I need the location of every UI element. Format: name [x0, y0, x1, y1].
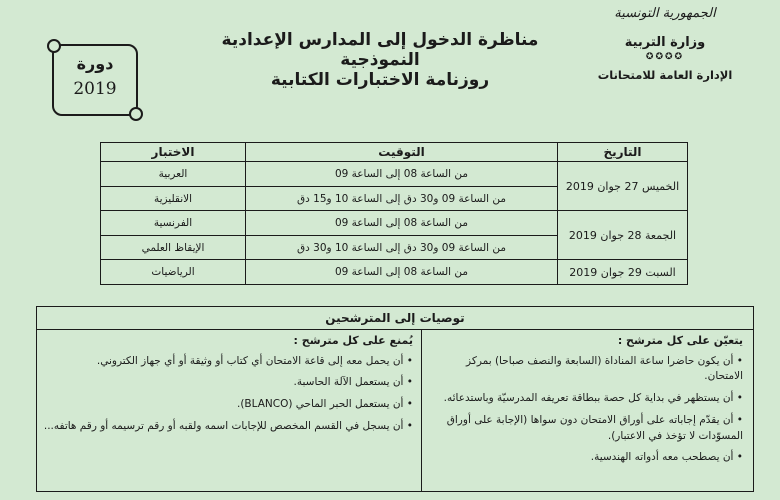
- prohibitions-column: [43, 333, 413, 441]
- header-time: التوقيت: [245, 143, 557, 162]
- list-item: • أن يستظهر في بداية كل حصة ببطاقة تعريفه المدرسيّة وباستدعائه.: [431, 391, 743, 407]
- table-row: [101, 260, 557, 284]
- slot-exam: العربية: [158, 168, 188, 180]
- directorate-name: الإدارة العامة للامتحانات: [597, 68, 733, 82]
- republic-name: الجمهورية التونسية: [614, 6, 716, 21]
- column-divider: [421, 329, 422, 491]
- recommendations-title: توصيات إلى المترشحين: [37, 307, 753, 330]
- list-item: • أن يستعمل الحبر الماحي (BLANCO).: [43, 397, 413, 413]
- header-date: التاريخ: [557, 143, 687, 162]
- header-exam: الاختبار: [101, 143, 245, 162]
- table-header-row: [101, 143, 687, 162]
- recommendations-box: [36, 306, 754, 492]
- session-label: دورة: [76, 54, 114, 73]
- list-item: • أن يصطحب معه أدواته الهندسية.: [431, 450, 743, 466]
- page-title: مناظرة الدخول إلى المدارس الإعدادية النموذجية: [221, 30, 539, 70]
- slot-exam: الرياضيات: [151, 266, 195, 278]
- slot-time: من الساعة 08 إلى الساعة 09: [245, 211, 557, 235]
- list-item: • أن يسجل في القسم المخصص للإجابات اسمه ولقبه أو رقم ترسيمه أو رقم هاتفه...: [43, 419, 413, 435]
- table-row: [101, 186, 557, 210]
- session-scroll-box: [52, 44, 138, 116]
- obligations-heading: يتعيّن على كل مترشح :: [617, 334, 743, 347]
- obligations-column: [431, 333, 743, 472]
- slot-time: من الساعة 09 و30 دق إلى الساعة 10 و15 دق: [245, 186, 557, 210]
- day-date: السبت 29 جوان 2019: [557, 260, 687, 284]
- decorative-stars-icon: ✪✪✪✪: [645, 52, 685, 62]
- table-row: [101, 235, 557, 259]
- exam-schedule-table: [100, 142, 688, 285]
- slot-exam: الانقليزية: [101, 186, 245, 210]
- page-subtitle: روزنامة الاختبارات الكتابية: [270, 70, 490, 90]
- table-row: [101, 162, 557, 186]
- list-item: • أن يقدّم إجاباته على أوراق الامتحان دون سواها (الإجابة على أوراق المسوّدات لا تؤخذ في الاعتبار).: [431, 413, 743, 445]
- slot-exam: الإيقاظ العلمي: [101, 235, 245, 259]
- table-row-day-2: [101, 211, 687, 260]
- ministry-name: وزارة التربية: [624, 35, 706, 50]
- list-item: • أن يحمل معه إلى قاعة الامتحان أي كتاب أو وثيقة أو أي جهاز الكتروني.: [43, 354, 413, 370]
- day-date: الخميس 27 جوان 2019: [557, 162, 687, 210]
- day-date: الجمعة 28 جوان 2019: [557, 211, 687, 259]
- list-item: • أن يكون حاضرا ساعة المناداة (السابعة والنصف صباحا) بمركز الامتحان.: [431, 354, 743, 386]
- table-row-day-1: [101, 162, 687, 211]
- list-item: • أن يستعمل الآلة الحاسبة.: [43, 375, 413, 391]
- slot-exam: الفرنسية: [153, 217, 193, 229]
- table-row-day-3: [101, 260, 687, 284]
- session-year: 2019: [73, 79, 117, 99]
- slot-time: من الساعة 08 إلى الساعة 09: [245, 162, 557, 186]
- slot-time: من الساعة 08 إلى الساعة 09: [245, 260, 557, 284]
- prohibitions-heading: يُمنع على كل مترشح :: [293, 334, 413, 347]
- slot-time: من الساعة 09 و30 دق إلى الساعة 10 و30 دق: [245, 235, 557, 259]
- issuer-block: [590, 6, 740, 82]
- table-row: [101, 211, 557, 235]
